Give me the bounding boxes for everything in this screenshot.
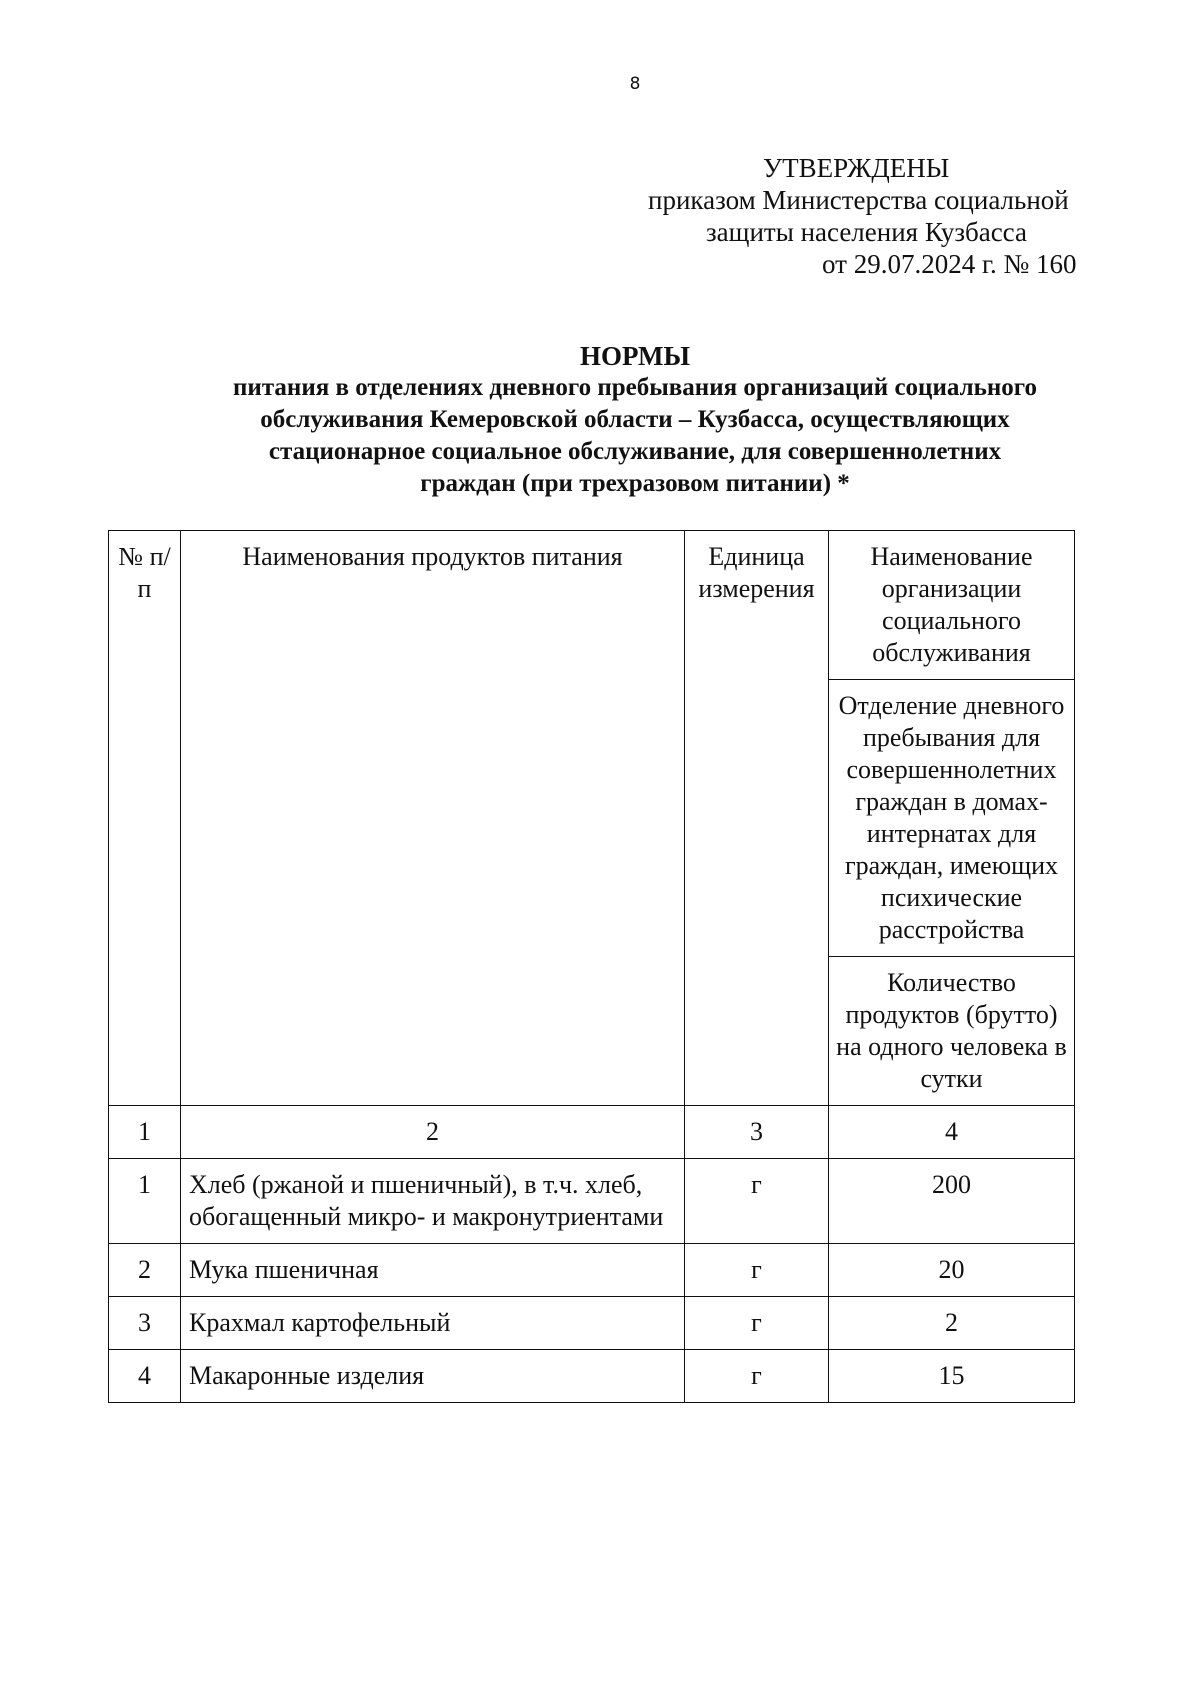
approval-line-date: от 29.07.2024 г. № 160	[822, 249, 1077, 279]
approval-block	[560, 152, 1100, 280]
row-value: 2	[829, 1297, 1075, 1350]
approval-line-department: защиты населения Кузбасса	[706, 217, 1027, 247]
row-num: 2	[109, 1244, 181, 1297]
approval-title: УТВЕРЖДЕНЫ	[763, 153, 950, 183]
table-row	[109, 1350, 1075, 1403]
row-num: 1	[109, 1159, 181, 1244]
header-product: Наименования продуктов питания	[181, 531, 685, 1106]
row-product: Крахмал картофельный	[181, 1297, 685, 1350]
row-unit: г	[685, 1297, 829, 1350]
row-product: Макаронные изделия	[181, 1350, 685, 1403]
header-unit: Единица измерения	[685, 531, 829, 1106]
approval-line-ministry: приказом Министерства социальной	[648, 185, 1069, 215]
row-value: 15	[829, 1350, 1075, 1403]
table-row	[109, 1244, 1075, 1297]
title-line-3: стационарное социальное обслуживание, для совершеннолетних	[268, 438, 1002, 465]
header-quantity: Количество продуктов (брутто) на одного человека в сутки	[829, 957, 1075, 1106]
title-line-2: обслуживания Кемеровской области – Кузбасса, осуществляющих	[260, 406, 1010, 433]
column-number: 3	[685, 1106, 829, 1159]
column-number: 4	[829, 1106, 1075, 1159]
column-number: 1	[109, 1106, 181, 1159]
header-dept: Отделение дневного пребывания для совершеннолетних граждан в домах-интернатах для граждан, имеющих психические расстройства	[829, 680, 1075, 957]
norms-table	[108, 530, 1075, 1403]
title-line-4: граждан (при трехразовом питании) *	[420, 470, 850, 497]
row-unit: г	[685, 1350, 829, 1403]
row-product: Мука пшеничная	[181, 1244, 685, 1297]
table-row	[109, 1159, 1075, 1244]
row-product: Хлеб (ржаной и пшеничный), в т.ч. хлеб, обогащенный микро- и макронутриентами	[181, 1159, 685, 1244]
header-row	[109, 531, 1075, 680]
header-num: № п/п	[109, 531, 181, 1106]
row-unit: г	[685, 1159, 829, 1244]
page-number: 8	[629, 74, 641, 94]
header-org: Наименование организации социального обслуживания	[829, 531, 1075, 680]
column-number: 2	[181, 1106, 685, 1159]
row-value: 200	[829, 1159, 1075, 1244]
column-number-row	[109, 1106, 1075, 1159]
row-num: 3	[109, 1297, 181, 1350]
row-unit: г	[685, 1244, 829, 1297]
title-main: НОРМЫ	[580, 341, 690, 371]
table-row	[109, 1297, 1075, 1350]
document-title	[100, 340, 1170, 500]
title-line-1: питания в отделениях дневного пребывания организаций социального	[233, 374, 1037, 401]
row-value: 20	[829, 1244, 1075, 1297]
row-num: 4	[109, 1350, 181, 1403]
